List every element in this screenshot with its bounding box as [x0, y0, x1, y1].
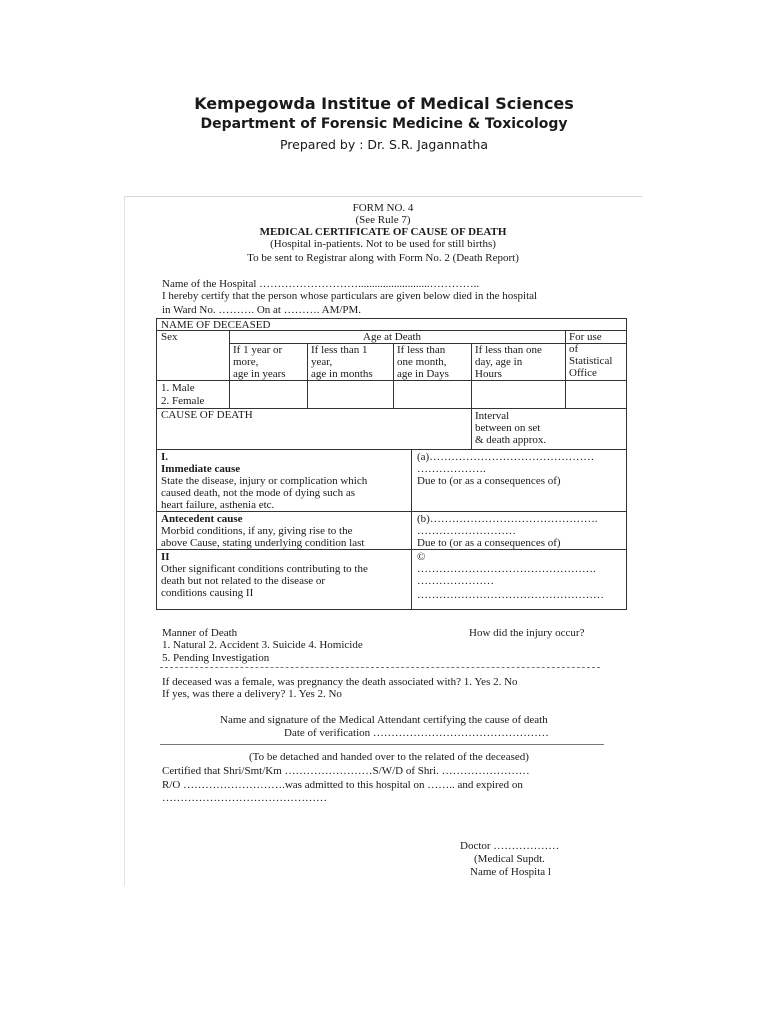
- medical-attendant-signature: Name and signature of the Medical Attendant certifying the cause of death: [220, 714, 548, 726]
- statistical-office-heading: of: [569, 343, 579, 355]
- certificate-table: [156, 318, 627, 610]
- form-number: FORM NO. 4: [352, 202, 414, 214]
- statistical-office-heading: For use: [569, 331, 602, 343]
- form-subtitle: (Hospital in-patients. Not to be used for still births): [270, 238, 496, 250]
- age-months-heading: year,: [311, 356, 333, 368]
- interval-heading: between on set: [475, 422, 541, 434]
- name-of-deceased-label: NAME OF DECEASED: [161, 319, 271, 331]
- delivery-question: If yes, was there a delivery? 1. Yes 2. No: [162, 688, 342, 700]
- antecedent-cause-description: above Cause, stating underlying condition last: [161, 537, 365, 549]
- section-i-label: I.: [161, 451, 169, 463]
- certified-that-line: Certified that Shri/Smt/Km ……………………S/W/D of Shri. ……………………: [162, 765, 530, 777]
- cause-a-field: ……………….: [417, 463, 486, 475]
- statistical-office-heading: Statistical: [569, 355, 613, 367]
- injury-question: How did the injury occur?: [469, 627, 585, 639]
- date-of-verification: Date of verification …………………………………………: [284, 727, 549, 739]
- department-title: Department of Forensic Medicine & Toxicology: [200, 116, 568, 132]
- scanned-form: [124, 196, 642, 886]
- statistical-office-heading: Office: [569, 367, 597, 379]
- detach-note: (To be detached and handed over to the related of the deceased): [249, 751, 529, 763]
- age-years-heading: age in years: [233, 368, 286, 380]
- hospital-name-field: Name of the Hospital ………………………..........................…………..: [162, 278, 480, 290]
- antecedent-cause-label: Antecedent cause: [161, 513, 243, 525]
- age-months-heading: If less than 1: [311, 344, 368, 356]
- scan-edge: [124, 196, 125, 886]
- immediate-cause-description: caused death, not the mode of dying such as: [161, 487, 355, 499]
- form-send-note: To be sent to Registrar along with Form No. 2 (Death Report): [247, 252, 519, 264]
- form-rule: (See Rule 7): [355, 214, 411, 226]
- antecedent-cause-description: Morbid conditions, if any, giving rise to the: [161, 525, 353, 537]
- certify-statement: I hereby certify that the person whose particulars are given below died in the hospital: [162, 290, 538, 302]
- age-months-heading: age in months: [311, 368, 373, 380]
- other-conditions-description: Other significant conditions contributing to the: [161, 563, 368, 575]
- cause-c-field: ……………………………………………: [417, 589, 604, 601]
- residence-line: ………………………………………: [162, 792, 327, 804]
- residence-line: R/O ……………………….was admitted to this hospital on …….. and expired on: [162, 779, 523, 791]
- age-hours-heading: day, age in: [475, 356, 523, 368]
- medical-supdt-label: (Medical Supdt.: [474, 853, 545, 865]
- immediate-cause-description: heart failure, asthenia etc.: [161, 499, 275, 511]
- separator-line: [160, 744, 604, 745]
- age-days-heading: one month,: [397, 356, 447, 368]
- form-title: MEDICAL CERTIFICATE OF CAUSE OF DEATH: [259, 226, 507, 238]
- due-to-label: Due to (or as a consequences of): [417, 537, 561, 549]
- female-pregnancy-question: If deceased was a female, was pregnancy the death associated with? 1. Yes 2. No: [162, 676, 518, 688]
- cause-b-field: ………………………: [417, 525, 516, 537]
- age-at-death-label: Age at Death: [363, 331, 422, 343]
- sex-label: Sex: [161, 331, 178, 343]
- ward-field: in Ward No. ………. On at ………. AM/PM.: [162, 304, 362, 316]
- sex-option-female: 2. Female: [161, 395, 205, 407]
- age-days-heading: If less than: [397, 344, 446, 356]
- immediate-cause-label: Immediate cause: [161, 463, 241, 475]
- cause-c-field: ………………………………………….: [417, 563, 596, 575]
- doctor-signature: Doctor ………………: [460, 840, 560, 852]
- age-years-heading: more,: [233, 356, 259, 368]
- manner-options: 1. Natural 2. Accident 3. Suicide 4. Homicide: [162, 639, 363, 651]
- pending-option: 5. Pending Investigation: [162, 652, 270, 664]
- interval-heading: Interval: [475, 410, 510, 422]
- age-hours-heading: Hours: [475, 368, 502, 380]
- hospital-name-label: Name of Hospita l: [470, 866, 551, 878]
- sex-option-male: 1. Male: [161, 382, 195, 394]
- section-ii-label: II: [161, 551, 170, 563]
- age-days-heading: age in Days: [397, 368, 449, 380]
- immediate-cause-description: State the disease, injury or complication which: [161, 475, 368, 487]
- age-years-heading: If 1 year or: [233, 344, 283, 356]
- prepared-by: Prepared by : Dr. S.R. Jagannatha: [279, 137, 488, 152]
- age-hours-heading: If less than one: [475, 344, 542, 356]
- due-to-label: Due to (or as a consequences of): [417, 475, 561, 487]
- cause-c-mark: ©: [417, 551, 426, 563]
- scan-edge: [124, 196, 642, 197]
- separator-line: [160, 667, 600, 668]
- institute-title: Kempegowda Institue of Medical Sciences: [194, 94, 574, 113]
- interval-heading: & death approx.: [475, 434, 547, 446]
- cause-c-field: …………………: [417, 575, 494, 587]
- manner-of-death-label: Manner of Death: [162, 627, 238, 639]
- other-conditions-description: death but not related to the disease or: [161, 575, 326, 587]
- cause-of-death-label: CAUSE OF DEATH: [161, 409, 253, 421]
- cause-a-field: (a)………………………………………: [417, 451, 595, 463]
- other-conditions-description: conditions causing II: [161, 587, 254, 599]
- cause-b-field: (b)……………………………………….: [417, 513, 598, 525]
